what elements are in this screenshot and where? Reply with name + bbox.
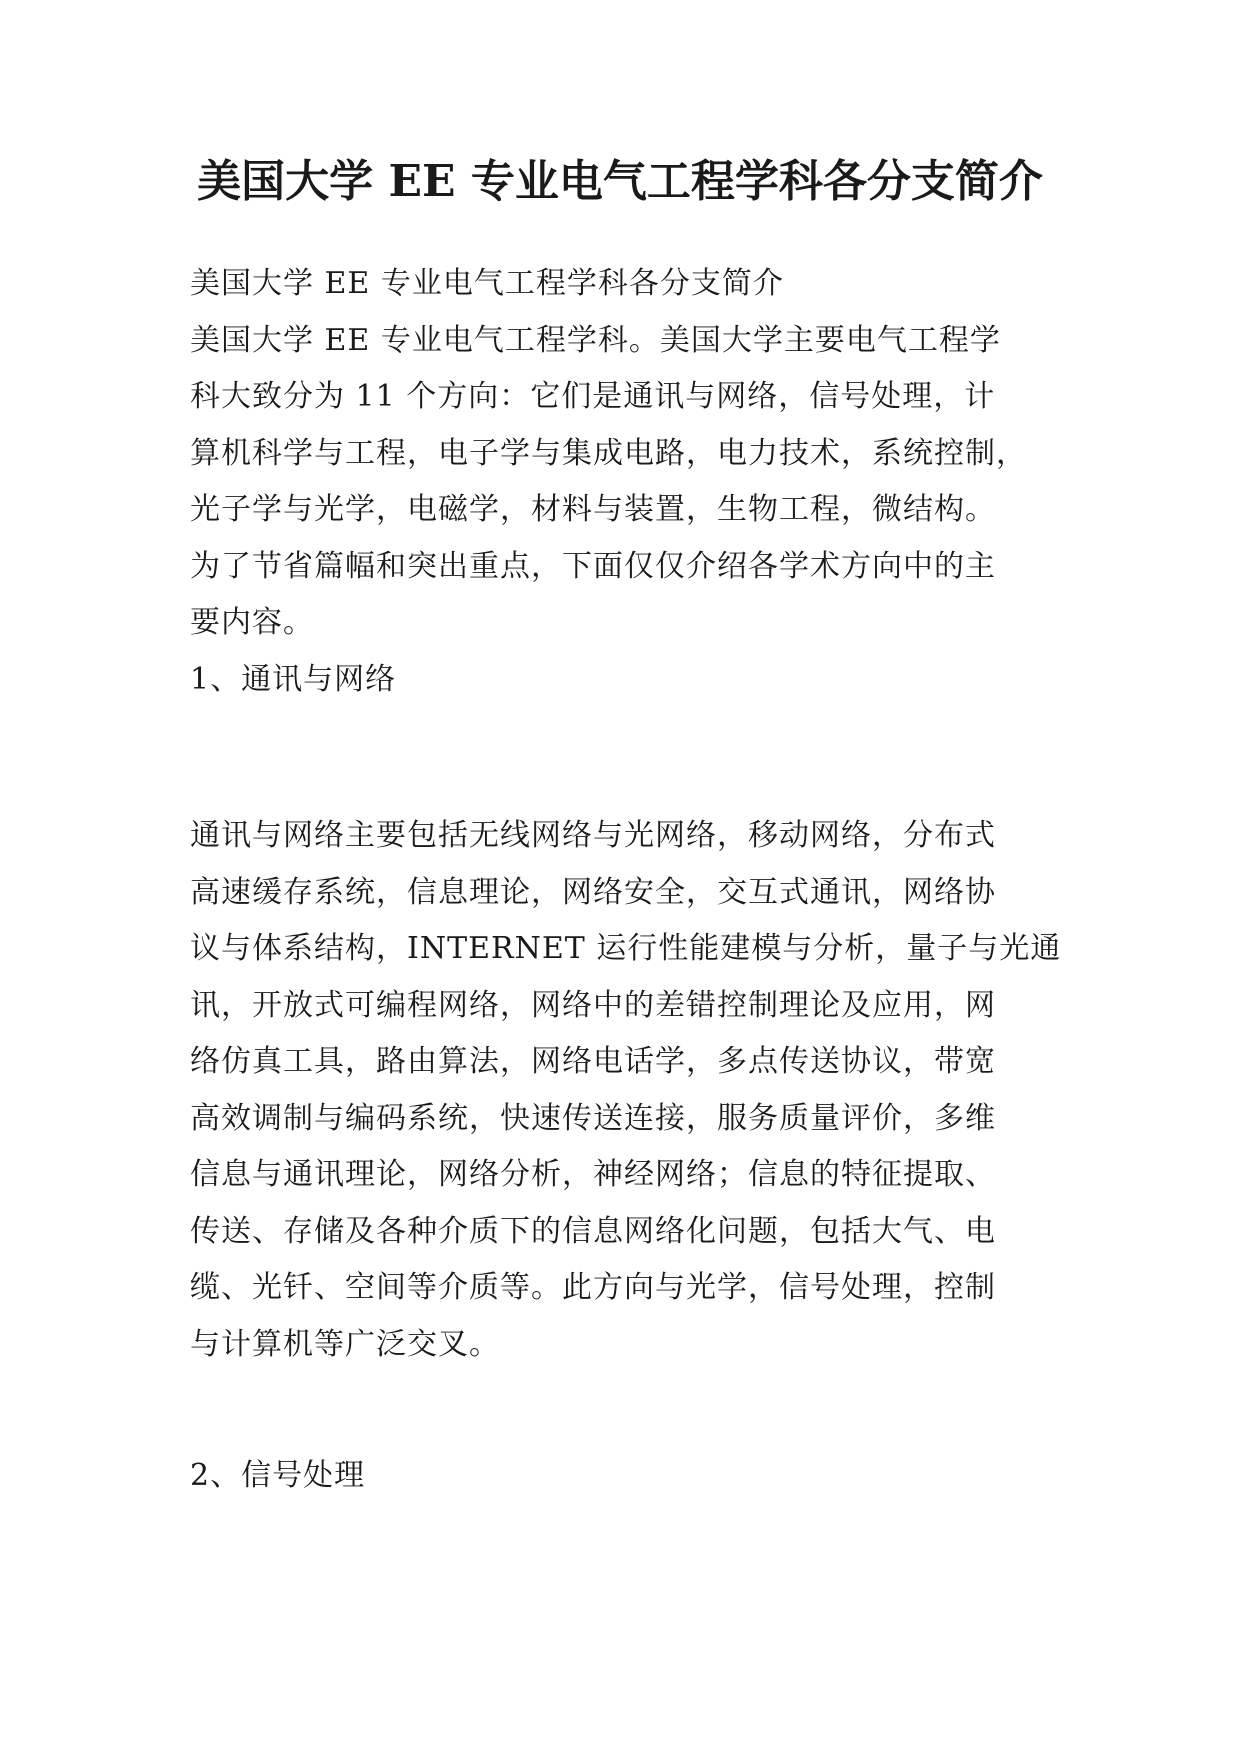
section1-heading: 1、通讯与网络 xyxy=(190,661,397,697)
section2-block xyxy=(190,1448,1070,1505)
subtitle-line xyxy=(190,256,1070,313)
intro-line: 科大致分为 11 个方向：它们是通讯与网络，信号处理，计 xyxy=(190,379,996,414)
intro-block xyxy=(190,256,1070,708)
intro-paragraph xyxy=(190,313,1070,652)
intro-line: 光子学与光学，电磁学，材料与装置，生物工程，微结构。 xyxy=(190,492,996,527)
section1-line: 与计算机等广泛交叉。 xyxy=(190,1326,500,1362)
section1-body xyxy=(190,808,1070,1373)
section1-line: 高速缓存系统，信息理论，网络安全，交互式通讯，网络协 xyxy=(190,874,996,910)
section1-line: 议与体系结构，INTERNET 运行性能建模与分析，量子与光通 xyxy=(190,931,1062,966)
section1-line: 络仿真工具，路由算法，网络电话学，多点传送协议，带宽 xyxy=(190,1044,996,1079)
section1-line: 信息与通讯理论，网络分析，神经网络；信息的特征提取、 xyxy=(190,1157,996,1192)
section2-heading: 2、信号处理 xyxy=(190,1458,366,1493)
intro-line: 算机科学与工程，电子学与集成电路，电力技术，系统控制， xyxy=(190,435,1027,471)
section1-line: 讯，开放式可编程网络，网络中的差错控制理论及应用，网 xyxy=(190,987,996,1023)
section1-paragraph xyxy=(190,808,1070,1373)
subtitle-text: 美国大学 EE 专业电气工程学科各分支简介 xyxy=(190,266,784,301)
intro-line: 美国大学 EE 专业电气工程学科。美国大学主要电气工程学 xyxy=(190,322,1001,358)
section1-line: 通讯与网络主要包括无线网络与光网络，移动网络，分布式 xyxy=(190,818,996,853)
section-heading xyxy=(190,1448,1070,1505)
section1-line: 高效调制与编码系统，快速传送连接，服务质量评价，多维 xyxy=(190,1100,996,1136)
section1-line: 缆、光钎、空间等介质等。此方向与光学，信号处理，控制 xyxy=(190,1270,996,1305)
section-heading xyxy=(190,652,1070,709)
document-title: 美国大学 EE 专业电气工程学科各分支简介 xyxy=(197,156,1043,207)
intro-line: 为了节省篇幅和突出重点，下面仅仅介绍各学术方向中的主 xyxy=(190,548,996,584)
section1-line: 传送、存储及各种介质下的信息网络化问题，包括大气、电 xyxy=(190,1213,996,1249)
intro-line: 要内容。 xyxy=(190,605,314,640)
